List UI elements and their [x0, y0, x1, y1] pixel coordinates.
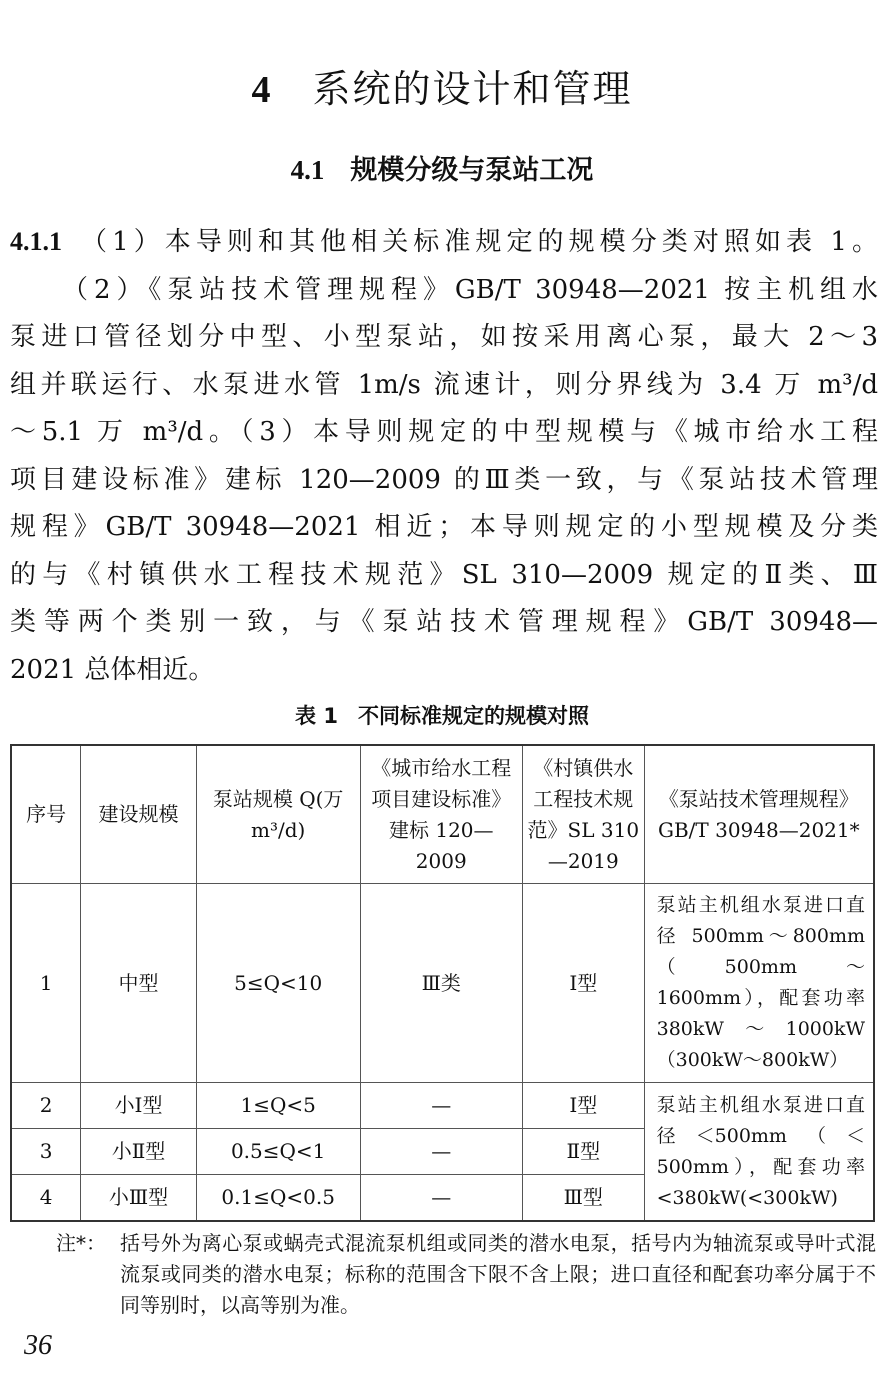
- clause-line: 组并联运行、水泵进水管 1m/s 流速计，则分界线为 3.4 万 m³/d: [10, 369, 878, 400]
- header-q: 泵站规模 Q(万 m³/d): [196, 745, 360, 884]
- page-number: 36: [24, 1330, 52, 1361]
- cell-rural: Ⅲ型: [522, 1175, 644, 1222]
- cell-urban: —: [360, 1083, 522, 1129]
- header-rural-standard: 《村镇供水工程技术规范》SL 310—2019: [522, 745, 644, 884]
- clause-line: [10, 218, 878, 267]
- scale-comparison-table: [10, 744, 875, 1222]
- cell-scale: 小Ⅲ型: [81, 1175, 197, 1222]
- cell-no: 4: [11, 1175, 81, 1222]
- cell-pump: 泵站主机组水泵进口直径＜500mm（＜500mm），配套功率<380kW(<300kW): [644, 1083, 874, 1222]
- cell-q: 0.1≤Q<0.5: [196, 1175, 360, 1222]
- chapter-number: 4: [251, 69, 273, 111]
- header-urban-standard: 《城市给水工程项目建设标准》建标 120—2009: [360, 745, 522, 884]
- clause-number: 4.1.1: [10, 227, 62, 256]
- cell-rural: Ⅰ型: [522, 884, 644, 1083]
- clause-line: （2）《泵站技术管理规程》GB/T 30948—2021 按主机组水: [62, 274, 878, 305]
- clause-line: 规程》GB/T 30948—2021 相近；本导则规定的小型规模及分类: [10, 512, 878, 542]
- cell-q: 0.5≤Q<1: [196, 1129, 360, 1175]
- clause-line: 泵进口管径划分中型、小型泵站，如按采用离心泵，最大 2～3: [10, 322, 878, 352]
- section-number: 4.1: [290, 155, 325, 185]
- cell-no: 2: [11, 1083, 81, 1129]
- table-caption: [0, 700, 884, 730]
- clause-line: 的与《村镇供水工程技术规范》SL 310—2009 规定的Ⅱ类、Ⅲ: [10, 559, 878, 590]
- clause-line: 类等两个类别一致，与《泵站技术管理规程》GB/T 30948—: [10, 607, 878, 637]
- cell-scale: 小Ⅱ型: [81, 1129, 197, 1175]
- clause-body: [10, 218, 878, 694]
- cell-urban: —: [360, 1175, 522, 1222]
- cell-rural: Ⅱ型: [522, 1129, 644, 1175]
- chapter-title: 系统的设计和管理: [312, 67, 633, 111]
- clause-text: （1）本导则和其他相关标准规定的规模分类对照如表 1。: [76, 227, 878, 257]
- note-text: 括号外为离心泵或蜗壳式混流泵机组或同类的潜水电泵，括号内为轴流泵或导叶式混流泵或同类的潜水电泵；标称的范围含下限不含上限；进口直径和配套功率分属于不同等别时，以高等别为准。: [120, 1231, 876, 1317]
- cell-scale: 小Ⅰ型: [81, 1083, 197, 1129]
- header-scale: 建设规模: [81, 745, 197, 884]
- section-heading: [0, 148, 884, 187]
- table-caption-number: 表 1: [295, 704, 338, 728]
- chapter-heading: [0, 58, 884, 113]
- clause-line: 项目建设标准》建标 120—2009 的Ⅲ类一致，与《泵站技术管理: [10, 464, 878, 495]
- cell-scale: 中型: [81, 884, 197, 1083]
- table-caption-title: 不同标准规定的规模对照: [357, 704, 589, 728]
- header-no: 序号: [11, 745, 81, 884]
- table-row: [11, 1083, 874, 1129]
- cell-urban: —: [360, 1129, 522, 1175]
- cell-urban: Ⅲ类: [360, 884, 522, 1083]
- clause-line: 2021 总体相近。: [10, 654, 215, 685]
- table-header-row: [11, 745, 874, 884]
- cell-q: 1≤Q<5: [196, 1083, 360, 1129]
- note-label: 注*：: [56, 1231, 106, 1255]
- cell-rural: Ⅰ型: [522, 1083, 644, 1129]
- cell-no: 1: [11, 884, 81, 1083]
- cell-pump: 泵站主机组水泵进口直径 500mm～800mm（500mm～1600mm），配套功率 380kW～1000kW（300kW～800kW）: [644, 884, 874, 1083]
- cell-no: 3: [11, 1129, 81, 1175]
- header-pump-standard: 《泵站技术管理规程》GB/T 30948—2021*: [644, 745, 874, 884]
- table-row: [11, 884, 874, 1083]
- cell-q: 5≤Q<10: [196, 884, 360, 1083]
- section-title: 规模分级与泵站工况: [350, 155, 594, 186]
- table-note: [56, 1228, 876, 1321]
- clause-line: ～5.1 万 m³/d。（3）本导则规定的中型规模与《城市给水工程: [10, 417, 878, 447]
